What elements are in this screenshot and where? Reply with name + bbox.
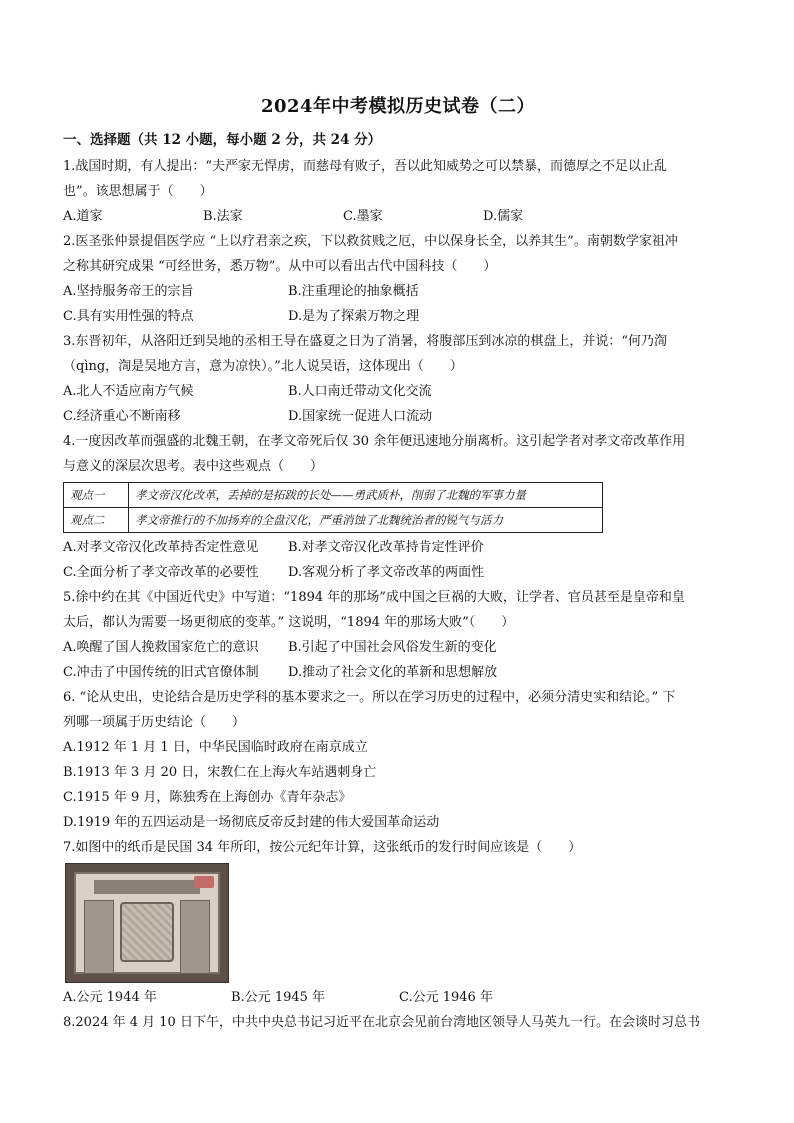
view-text: 孝文帝汉化改革，丢掉的是拓跋的长处——勇武质朴，削弱了北魏的军事力量 (129, 483, 603, 508)
q3-option-b: B.人口南迁带动文化交流 (288, 384, 432, 399)
q7-option-b: B.公元 1945 年 (231, 990, 326, 1005)
question-4 (63, 429, 733, 585)
q4-option-c: C.全面分析了孝文帝改革的必要性 (63, 565, 259, 580)
q3-stem-line1: 3.东晋初年，从洛阳迁到吴地的丞相王导在盛夏之日为了消暑，将腹部压到冰凉的棋盘上，并说：“何乃渹 (63, 334, 668, 349)
q2-stem-line2: 之称其研究成果 “可经世务，悉万物”。从中可以看出古代中国科技（ ） (63, 259, 497, 274)
q2-option-d: D.是为了探索万物之理 (288, 309, 420, 324)
q6-stem-line1: 6. “论从史出，史论结合是历史学科的基本要求之一。所以在学习历史的过程中，必须分清史实和结论。” 下 (63, 690, 676, 705)
question-6 (63, 685, 733, 835)
q1-option-b: B.法家 (203, 209, 243, 224)
q7-options (63, 985, 733, 1010)
q7-option-a: A.公元 1944 年 (63, 990, 157, 1005)
q4-option-d: D.客观分析了孝文帝改革的两面性 (288, 565, 485, 580)
q6-option-d: D.1919 年的五四运动是一场彻底反帝反封建的伟大爱国革命运动 (63, 815, 440, 830)
q5-option-d: D.推动了社会文化的革新和思想解放 (288, 665, 498, 680)
question-1 (63, 154, 733, 229)
q7-stem: 7.如图中的纸币是民国 34 年所印，按公元纪年计算，这张纸币的发行时间应该是（ ） (63, 840, 582, 855)
q5-stem-line2: 太后，都认为需要一场更彻底的变革。” 这说明，“1894 年的那场大败”（ ） (63, 615, 515, 630)
q6-option-b: B.1913 年 3 月 20 日，宋教仁在上海火车站遇刺身亡 (63, 765, 377, 780)
q4-options-row2 (63, 560, 733, 585)
page-title: 2024年中考模拟历史试卷（二） (260, 96, 536, 117)
q3-options-row1 (63, 379, 733, 404)
q2-option-b: B.注重理论的抽象概括 (288, 284, 419, 299)
q2-option-a: A.坚持服务帝王的宗旨 (63, 284, 194, 299)
q5-stem-line1: 5.徐中约在其《中国近代史》中写道：“1894 年的那场”成中国之巨祸的大败，让学者、官员甚至是皇帝和皇 (63, 590, 685, 605)
q2-stem-line1: 2.医圣张仲景提倡医学应 “上以疗君亲之疾，下以救贫贱之厄，中以保身长全，以养其生”。南朝数学家祖冲 (63, 234, 678, 249)
q7-option-c: C.公元 1946 年 (399, 990, 493, 1005)
q1-stem-line1: 1.战国时期，有人提出：“夫严家无悍虏，而慈母有败子，吾以此知威势之可以禁暴，而德厚之不足以止乱 (63, 159, 668, 174)
question-3 (63, 329, 733, 429)
question-2 (63, 229, 733, 329)
banknote-image (65, 863, 229, 983)
q3-option-a: A.北人不适应南方气候 (63, 384, 194, 399)
q5-option-c: C.冲击了中国传统的旧式官僚体制 (63, 665, 259, 680)
q8-stem-line1: 8.2024 年 4 月 10 日下午，中共中央总书记习近平在北京会见前台湾地区领导人马英九一行。在会谈时习总书 (63, 1015, 700, 1030)
q5-option-a: A.唤醒了国人挽救国家危亡的意识 (63, 640, 259, 655)
q1-option-d: D.儒家 (483, 209, 524, 224)
q1-option-a: A.道家 (63, 209, 103, 224)
q3-option-d: D.国家统一促进人口流动 (288, 409, 433, 424)
q5-options-row2 (63, 660, 733, 685)
q6-option-c: C.1915 年 9 月，陈独秀在上海创办《青年杂志》 (63, 790, 352, 805)
question-7 (63, 835, 733, 1010)
q3-options-row2 (63, 404, 733, 429)
q2-options-row2 (63, 304, 733, 329)
q4-stem-line2: 与意义的深层次思考。表中这些观点（ ） (63, 459, 324, 474)
table-row (64, 508, 603, 533)
q2-options-row1 (63, 279, 733, 304)
view-key: 观点二 (64, 508, 129, 533)
section-heading: 一、选择题（共 12 小题，每小题 2 分，共 24 分） (63, 132, 382, 148)
q1-stem-line2: 也”。该思想属于（ ） (63, 184, 213, 199)
q1-option-c: C.墨家 (343, 209, 383, 224)
q5-option-b: B.引起了中国社会风俗发生新的变化 (288, 640, 497, 655)
q5-options-row1 (63, 635, 733, 660)
q4-option-b: B.对孝文帝汉化改革持肯定性评价 (288, 540, 484, 555)
q2-option-c: C.具有实用性强的特点 (63, 309, 194, 324)
q3-option-c: C.经济重心不断南移 (63, 409, 181, 424)
q4-views-table (63, 482, 603, 533)
question-5 (63, 585, 733, 685)
q4-options-row1 (63, 535, 733, 560)
q3-stem-line2: （qìng，渹是吴地方言，意为凉快）。”北人说吴语，这体现出（ ） (63, 359, 463, 374)
question-8 (63, 1010, 733, 1035)
q6-stem-line2: 列哪一项属于历史结论（ ） (63, 715, 246, 730)
view-text: 孝文帝推行的不加扬弃的全盘汉化，严重消蚀了北魏统治者的锐气与活力 (129, 508, 603, 533)
q6-option-a: A.1912 年 1 月 1 日，中华民国临时政府在南京成立 (63, 740, 368, 755)
exam-page (63, 92, 733, 1035)
q1-options (63, 204, 733, 229)
q4-option-a: A.对孝文帝汉化改革持否定性意见 (63, 540, 259, 555)
table-row (64, 483, 603, 508)
view-key: 观点一 (64, 483, 129, 508)
q4-stem-line1: 4.一度因改革而强盛的北魏王朝，在孝文帝死后仅 30 余年便迅速地分崩离析。这引起学者对孝文帝改革作用 (63, 434, 686, 449)
